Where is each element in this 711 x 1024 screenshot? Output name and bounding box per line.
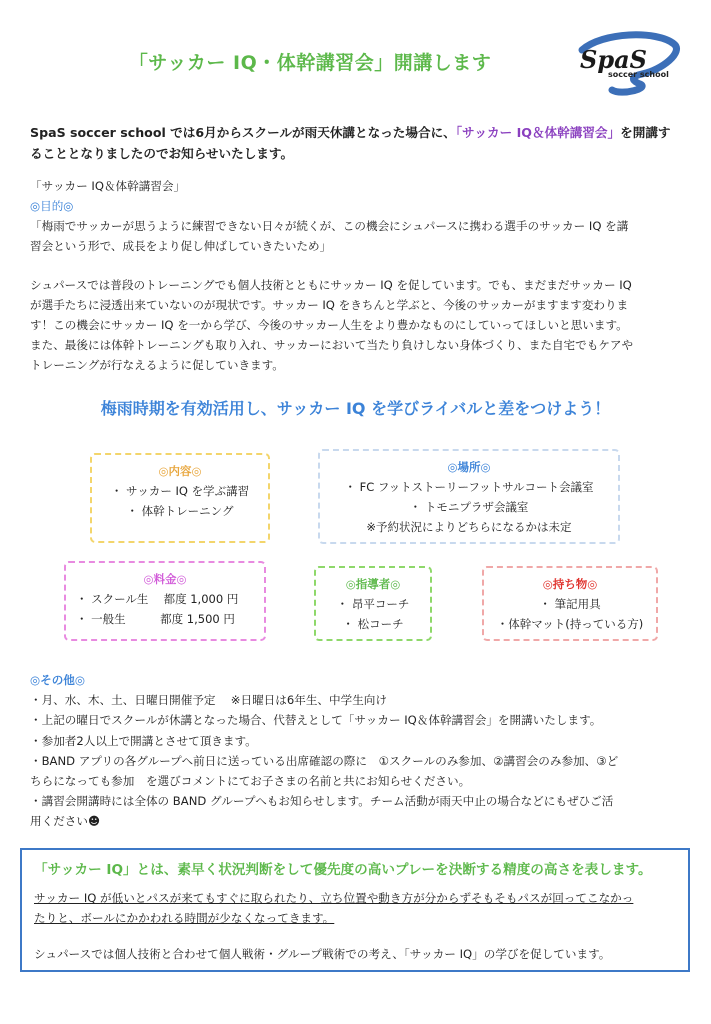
page-title: 「サッカー IQ・体幹講習会」開講します — [128, 52, 492, 74]
iq-line: たりと、ボールにかかわれる時間が少なくなってきます。 — [34, 911, 335, 925]
iq-definition-box — [20, 848, 690, 972]
place-item: ・ FC フットストーリーフットサルコート会議室 — [344, 480, 594, 494]
other-line: 用ください☻ — [30, 814, 101, 829]
bring-item: ・ 筆記用具 — [539, 597, 601, 611]
coach-item: ・ 昂平コーチ — [336, 597, 410, 611]
body-line: す！この機会にサッカー IQ を一から学び、今後のサッカー人生をより豊かなものにしていってほしいと思います。 — [30, 318, 628, 332]
content-item: ・ サッカー IQ を学ぶ講習 — [110, 484, 250, 498]
other-line: ・BAND アプリの各グループへ前日に送っている出席確認の際に ①スクールのみ参加、②講習会のみ参加、③ど — [30, 753, 619, 768]
body-line: シュパースでは普段のトレーニングでも個人技術とともにサッカー IQ を促しています。でも、まだまだサッカー IQ — [30, 278, 632, 292]
purpose-section — [30, 176, 690, 256]
coach-heading: ◎指導者◎ — [345, 577, 401, 591]
iq-explanation — [34, 888, 684, 928]
fee-box — [64, 561, 266, 641]
iq-heading: 「サッカー IQ」とは、素早く状況判断をして優先度の高いプレーを決断する精度の高さを表します。 — [34, 862, 652, 878]
other-line: ・参加者2人以上で開講とさせて頂きます。 — [30, 733, 257, 748]
other-line: ・講習会開講時には全体の BAND グループへもお知らせします。チーム活動が雨天中止の場合などにもぜひご活 — [30, 794, 614, 809]
coach-item: ・ 松コーチ — [342, 617, 404, 631]
fee-item: ・ スクール生 都度 1,000 円 — [76, 592, 239, 606]
intro-text-2: を開講することとなりましたのでお知らせいたします。 — [30, 125, 671, 161]
coach-box — [314, 566, 432, 641]
intro-highlight: 「サッカー IQ＆体幹講習会」 — [455, 125, 621, 140]
purpose-heading: ◎目的◎ — [30, 199, 74, 213]
purpose-line: 習会という形で、成長をより促し伸ばしていきたいため」 — [30, 239, 332, 253]
intro-paragraph — [30, 122, 680, 164]
content-heading: ◎内容◎ — [158, 464, 202, 478]
content-box — [90, 453, 270, 543]
fee-item: ・ 一般生 都度 1,500 円 — [76, 612, 235, 626]
other-section — [30, 670, 690, 832]
bring-item: ・体幹マット(持っている方) — [496, 617, 644, 631]
slogan: 梅雨時期を有効活用し、サッカー IQ を学びライバルと差をつけよう！ — [100, 399, 611, 418]
iq-closing: シュパースでは個人技術と合わせて個人戦術・グループ戦術での考え、「サッカー IQ」の学びを促しています。 — [34, 947, 611, 961]
iq-line: サッカー IQ が低いとパスが来てもすぐに取られたり、立ち位置や動き方が分からずそもそもパスが回ってこなかっ — [34, 891, 634, 905]
other-line: ・上記の曜日でスクールが休講となった場合、代替えとして「サッカー IQ＆体幹講習会」を開講いたします。 — [30, 713, 602, 728]
fee-heading: ◎料金◎ — [143, 572, 187, 586]
body-line: が選手たちに浸透出来ていないのが現状です。サッカー IQ をきちんと学ぶと、今後のサッカーがますます変わりま — [30, 298, 629, 312]
place-item: ・ トモニプラザ会議室 — [409, 500, 529, 514]
place-heading: ◎場所◎ — [447, 460, 491, 474]
place-note: ※予約状況によりどちらになるかは未定 — [366, 520, 572, 534]
body-line: トレーニングが行なえるように促していきます。 — [30, 358, 284, 372]
other-line: ・月、水、木、土、日曜日開催予定 ※日曜日は6年生、中学生向け — [30, 693, 387, 708]
bring-box — [482, 566, 658, 641]
logo-subtitle: soccer school — [608, 70, 669, 79]
event-name: 「サッカー IQ＆体幹講習会」 — [30, 179, 186, 193]
spas-logo — [562, 30, 692, 100]
other-line: ちらになっても参加 を選びコメントにてお子さまの名前と共にお知らせください。 — [30, 774, 471, 789]
logo-text: SpaS — [580, 45, 647, 74]
body-line: また、最後には体幹トレーニングも取り入れ、サッカーにおいて当たり負けしない身体づくり、また自宅でもケアや — [30, 338, 634, 352]
content-item: ・ 体幹トレーニング — [126, 504, 234, 518]
other-heading: ◎その他◎ — [30, 673, 86, 687]
body-paragraph — [30, 275, 690, 375]
purpose-line: 「梅雨でサッカーが思うように練習できない日々が続くが、この機会にシュパースに携わる選手のサッカー IQ を講 — [30, 219, 629, 233]
intro-text-1: SpaS soccer school では6月からスクールが雨天休講となった場合に、 — [30, 125, 456, 140]
bring-heading: ◎持ち物◎ — [542, 577, 598, 591]
place-box — [318, 449, 620, 544]
